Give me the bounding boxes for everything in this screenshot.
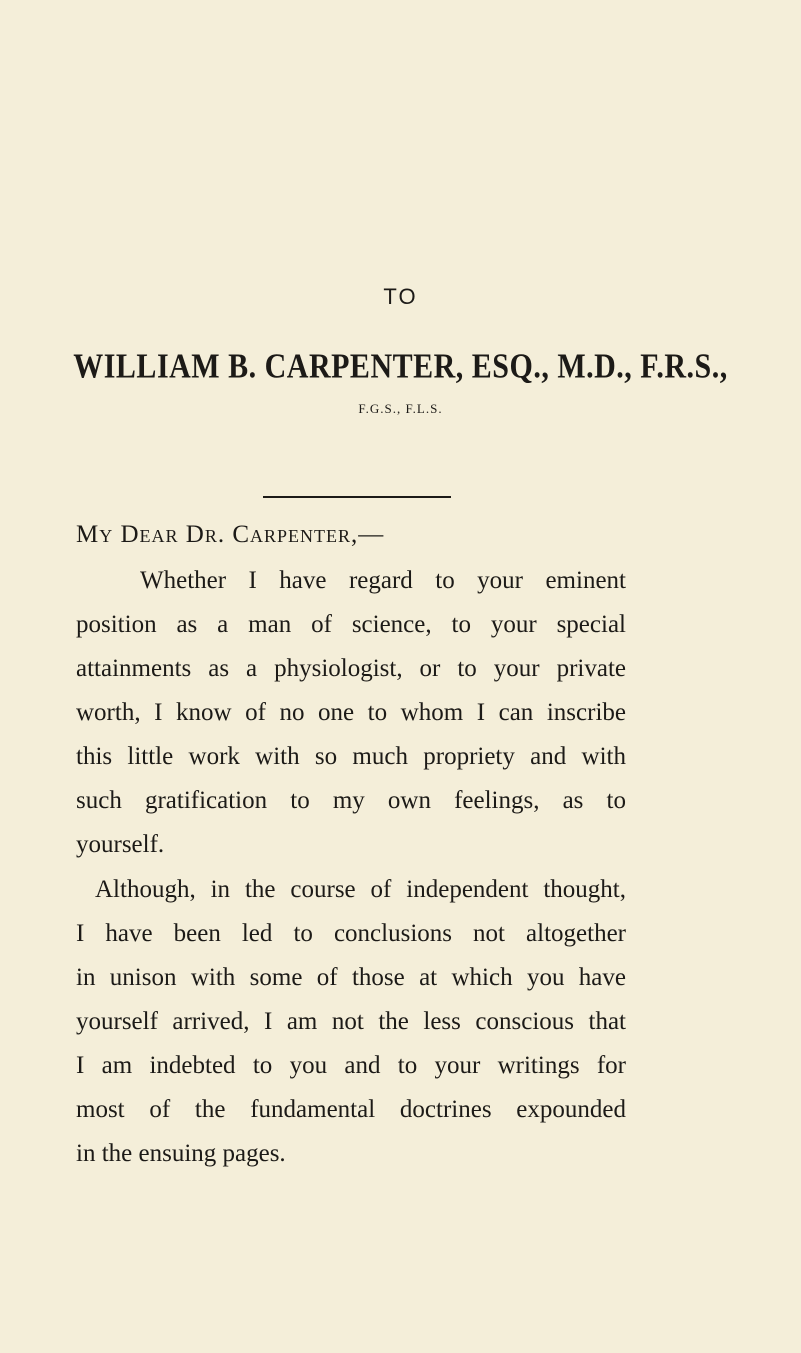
paragraph1-line: worth, I know of no one to whom I can inscribe [76,699,626,726]
paragraph2-line: I have been led to conclusions not altogether [76,920,626,947]
paragraph2-line: I am indebted to you and to your writings for [76,1052,626,1079]
dedicatee-credentials: F.G.S., F.L.S. [358,401,443,416]
paragraph2-line: in unison with some of those at which you have [76,964,626,991]
paragraph1-line: yourself. [76,831,165,858]
dedicatee-name: WILLIAM B. CARPENTER, ESQ., M.D., F.R.S., [73,347,728,386]
paragraph2-line: most of the fundamental doctrines expounded [76,1096,626,1123]
paragraph1-line: position as a man of science, to your special [76,611,626,638]
paragraph1-line: Whether I have regard to your eminent [140,567,626,594]
divider-rule [263,496,451,498]
paragraph2-line: yourself arrived, I am not the less conscious that [76,1008,626,1035]
salutation: My Dear Dr. Carpenter,— [76,521,385,548]
dedication-to: TO [383,284,418,309]
paragraph2-line: in the ensuing pages. [76,1140,286,1167]
paragraph2-line: Although, in the course of independent thought, [95,876,626,903]
paragraph1-line: this little work with so much propriety and with [76,743,626,770]
paragraph1-line: attainments as a physiologist, or to your private [76,655,626,682]
paragraph1-line: such gratification to my own feelings, as to [76,787,626,814]
